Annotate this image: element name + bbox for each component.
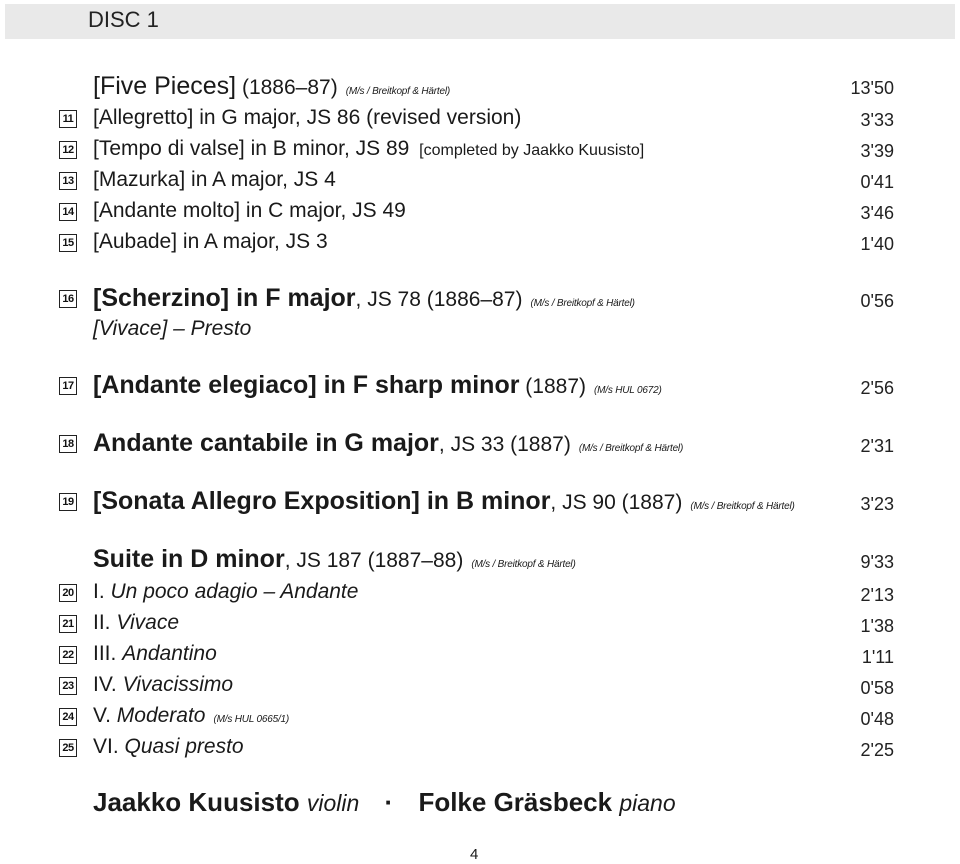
movement-row: [0, 611, 960, 639]
track-duration: 3'33: [860, 110, 894, 130]
artist-name: Folke Gräsbeck: [418, 787, 613, 817]
movement-title: Andantino: [122, 642, 217, 665]
track-title: [Allegretto] in G major, JS 86 (revised version): [93, 106, 522, 129]
track-duration: 2'25: [860, 740, 894, 760]
track-number-box: 22: [59, 646, 77, 664]
track-number-box: 24: [59, 708, 77, 726]
performers-line: [93, 787, 676, 818]
tempo-row: [0, 317, 960, 345]
track-title: [Andante molto] in C major, JS 49: [93, 199, 406, 222]
tempo-marking: [Vivace] – Presto: [93, 317, 252, 340]
track-number-box: 20: [59, 584, 77, 602]
track-number-box: 14: [59, 203, 77, 221]
movement-roman: IV.: [93, 673, 117, 696]
track-number-box: 19: [59, 493, 77, 511]
track-duration: 3'46: [860, 203, 894, 223]
track-row: [0, 371, 960, 399]
group-duration: 9'33: [860, 552, 894, 572]
group-title: [Five Pieces]: [93, 72, 237, 100]
movement-roman: II.: [93, 611, 111, 634]
disc-label: DISC 1: [88, 7, 159, 32]
track-row: [0, 137, 960, 165]
movement-title: Vivacissimo: [122, 673, 234, 696]
track-title: [Sonata Allegro Exposition] in B minor: [93, 487, 551, 515]
track-number-box: 21: [59, 615, 77, 633]
track-title: [Scherzino] in F major: [93, 284, 356, 312]
track-row: [0, 230, 960, 258]
movement-row: [0, 704, 960, 732]
track-title: [Tempo di valse] in B minor, JS 89: [93, 137, 410, 160]
track-duration: 2'56: [860, 378, 894, 398]
track-duration: 0'56: [860, 291, 894, 311]
track-title: [Andante elegiaco] in F sharp minor: [93, 371, 520, 399]
track-catalog: (1887): [519, 375, 586, 398]
artist-name: Jaakko Kuusisto: [93, 787, 300, 817]
track-catalog: , JS 33 (1887): [438, 433, 571, 456]
track-duration: 0'58: [860, 678, 894, 698]
track-number-box: 25: [59, 739, 77, 757]
track-number-box: 17: [59, 377, 77, 395]
track-note: [completed by Jaakko Kuusisto]: [419, 142, 645, 159]
movement-row: [0, 735, 960, 763]
track-catalog: , JS 78 (1886–87): [355, 288, 523, 311]
movement-roman: I.: [93, 580, 105, 603]
artist-role: violin: [306, 790, 360, 816]
track-row: [0, 168, 960, 196]
publisher-note: (M/s / Breitkopf & Härtel): [530, 298, 635, 309]
movement-row: [0, 642, 960, 670]
page-number: 4: [470, 846, 479, 863]
movement-roman: VI.: [93, 735, 119, 758]
track-number-box: 11: [59, 110, 77, 128]
group-header-five-pieces: [0, 72, 960, 100]
track-duration: 0'41: [860, 172, 894, 192]
track-title: [Mazurka] in A major, JS 4: [93, 168, 336, 191]
movement-row: [0, 673, 960, 701]
publisher-note: (M/s / Breitkopf & Härtel): [690, 501, 795, 512]
track-number-box: 18: [59, 435, 77, 453]
track-duration: 3'39: [860, 141, 894, 161]
track-duration: 2'31: [860, 436, 894, 456]
movement-title: Vivace: [116, 611, 180, 634]
publisher-note: (M/s / Breitkopf & Härtel): [471, 559, 576, 570]
track-title: Andante cantabile in G major: [93, 429, 439, 457]
track-row: [0, 106, 960, 134]
separator-dot: ·: [384, 787, 394, 817]
track-number-box: 16: [59, 290, 77, 308]
track-number-box: 15: [59, 234, 77, 252]
group-years: (1886–87): [241, 76, 338, 99]
track-catalog: , JS 90 (1887): [550, 491, 683, 514]
track-duration: 1'38: [860, 616, 894, 636]
track-duration: 0'48: [860, 709, 894, 729]
publisher-note: (M/s HUL 0672): [594, 385, 662, 396]
track-number-box: 13: [59, 172, 77, 190]
track-title: [Aubade] in A major, JS 3: [93, 230, 328, 253]
publisher-note: (M/s / Breitkopf & Härtel): [345, 86, 450, 97]
publisher-note: (M/s HUL 0665/1): [213, 714, 290, 725]
track-duration: 1'40: [860, 234, 894, 254]
movement-title: Moderato: [116, 704, 206, 727]
track-duration: 1'11: [861, 647, 894, 667]
publisher-note: (M/s / Breitkopf & Härtel): [578, 443, 684, 454]
movement-title: Quasi presto: [124, 735, 244, 758]
track-number-box: 12: [59, 141, 77, 159]
track-number-box: 23: [59, 677, 77, 695]
artist-role: piano: [619, 790, 676, 816]
track-duration: 3'23: [860, 494, 894, 514]
track-row: [0, 429, 960, 457]
movement-row: [0, 580, 960, 608]
track-row: [0, 284, 960, 312]
movement-roman: V.: [93, 704, 111, 727]
track-row: [0, 487, 960, 515]
track-row: [0, 199, 960, 227]
movement-title: Un poco adagio – Andante: [110, 580, 359, 603]
group-title: Suite in D minor: [93, 545, 285, 573]
track-duration: 2'13: [860, 585, 894, 605]
group-duration: 13'50: [850, 78, 894, 98]
group-header-suite: [0, 545, 960, 573]
movement-roman: III.: [93, 642, 117, 665]
group-catalog: , JS 187 (1887–88): [284, 549, 464, 572]
